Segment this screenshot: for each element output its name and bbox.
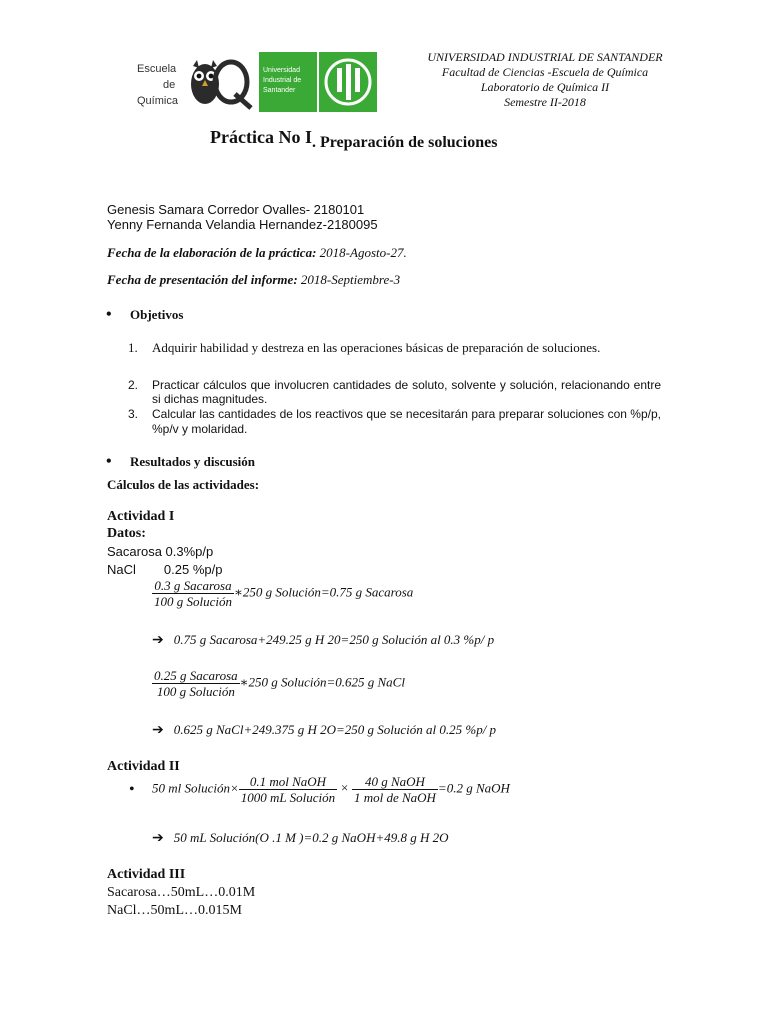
logo-line: Escuela	[137, 63, 177, 75]
equation-rest: =0.2 g NaOH	[437, 780, 510, 796]
equation-rest: ∗250 g Solución=0.625 g NaCl	[239, 674, 405, 690]
list-text: Calcular las cantidades de los reactivos que se necesitarán para preparar soluciones con %p/p, %p/v y molaridad.	[152, 407, 661, 436]
equation-a2-2	[152, 830, 449, 847]
uis-logo-text	[263, 66, 301, 96]
fraction	[152, 668, 240, 699]
logo-line: Química	[137, 95, 178, 107]
title-part2: . Preparación de soluciones	[311, 134, 498, 151]
equation-text: 0.625 g NaCl+249.375 g H 2O=250 g Solución al 0.25 %p/ p	[173, 722, 497, 737]
fecha-presentacion	[107, 272, 400, 288]
datos-nacl-value: 0.25 %p/p	[163, 562, 223, 577]
list-number: 1.	[128, 340, 138, 355]
actividad1-heading: Actividad I	[107, 509, 175, 524]
bullet-icon: •	[129, 781, 135, 798]
list-text: Practicar cálculos que involucren cantidades de soluto, solvente y solución, relacionando entre si dichas magnitudes.	[152, 378, 661, 406]
objetivos-heading: • Objetivos	[130, 307, 183, 323]
list-item	[128, 378, 661, 406]
authors	[107, 202, 378, 232]
times-sign: ×	[340, 780, 349, 796]
fecha-elaboracion	[107, 245, 407, 261]
fraction	[239, 774, 337, 805]
fraction	[352, 774, 438, 805]
equation-a2-1	[152, 774, 510, 805]
calculos-heading: Cálculos de las actividades:	[107, 477, 260, 492]
fraction-denominator: 100 g Solución	[154, 594, 232, 609]
equation-lead: 50 ml Solución×	[152, 780, 239, 796]
datos-nacl	[107, 562, 222, 577]
arrow-right-icon: ➔	[152, 831, 164, 846]
fraction-denominator: 1000 mL Solución	[240, 790, 336, 805]
logo-line: de	[163, 79, 176, 91]
list-number: 3.	[128, 407, 139, 421]
list-text: Adquirir habilidad y destreza en las operaciones básicas de preparación de soluciones.	[152, 340, 601, 355]
university-line: Facultad de Ciencias -Escuela de Química	[441, 65, 649, 79]
fraction-numerator: 0.3 g Sacarosa	[152, 578, 234, 594]
uis-logo	[259, 52, 377, 112]
equation-a1-1	[152, 578, 413, 609]
actividad2-heading: Actividad II	[107, 759, 180, 774]
arrow-right-icon: ➔	[152, 633, 164, 648]
list-item	[128, 407, 661, 437]
university-line: Laboratorio de Química II	[480, 80, 610, 94]
uis-logo-line: Santander	[263, 87, 296, 94]
fecha-presentacion-label: Fecha de presentación del informe:	[107, 272, 298, 287]
fraction-numerator: 0.25 g Sacarosa	[154, 668, 238, 683]
fraction	[152, 578, 234, 609]
fecha-presentacion-value: 2018-Septiembre-3	[297, 272, 401, 287]
fraction-numerator: 0.1 mol NaOH	[239, 774, 337, 790]
university-line: Semestre II-2018	[504, 95, 586, 109]
uis-mark-icon	[319, 52, 377, 112]
author-line: Genesis Samara Corredor Ovalles- 2180101	[107, 202, 365, 217]
datos-label: Datos:	[107, 526, 146, 541]
fraction-denominator: 100 g Solución	[156, 684, 235, 699]
fraction-numerator: 40 g NaOH	[352, 774, 438, 790]
equation-text: 0.75 g Sacarosa+249.25 g H 20=250 g Solución al 0.3 %p/ p	[173, 632, 495, 647]
equation-text: 50 mL Solución(O .1 M )=0.2 g NaOH+49.8 g H 2O	[173, 830, 449, 845]
equation-a1-3	[152, 668, 405, 699]
list-item	[128, 340, 661, 355]
uis-logo-line: Universidad	[263, 67, 300, 74]
escuela-quimica-logo-text	[137, 61, 178, 109]
arrow-right-icon: ➔	[152, 723, 164, 738]
owl-q-logo	[183, 56, 255, 112]
uis-logo-line: Industrial de	[263, 77, 302, 84]
resultados-heading: • Resultados y discusión	[130, 454, 255, 470]
equation-a1-2	[152, 632, 494, 649]
actividad3-heading: Actividad III	[107, 867, 186, 882]
equation-rest: ∗250 g Solución=0.75 g Sacarosa	[234, 584, 414, 600]
actividad3-sacarosa: Sacarosa…50mL…0.01M	[107, 885, 256, 900]
fecha-elaboracion-value: 2018-Agosto-27.	[316, 245, 407, 260]
fraction-denominator: 1 mol de NaOH	[353, 790, 436, 805]
author-line: Yenny Fernanda Velandia Hernandez-2180095	[107, 217, 378, 232]
list-number: 2.	[128, 378, 139, 392]
actividad3-nacl: NaCl…50mL…0.015M	[107, 903, 242, 918]
page-title	[210, 127, 498, 151]
datos-nacl-label: NaCl	[107, 562, 136, 577]
fecha-elaboracion-label: Fecha de la elaboración de la práctica:	[107, 245, 317, 260]
datos-sacarosa: Sacarosa 0.3%p/p	[107, 544, 214, 559]
equation-a1-4	[152, 722, 496, 739]
title-part1: Práctica No I	[210, 127, 312, 147]
university-header	[410, 50, 680, 110]
university-line: UNIVERSIDAD INDUSTRIAL DE SANTANDER	[427, 50, 663, 64]
